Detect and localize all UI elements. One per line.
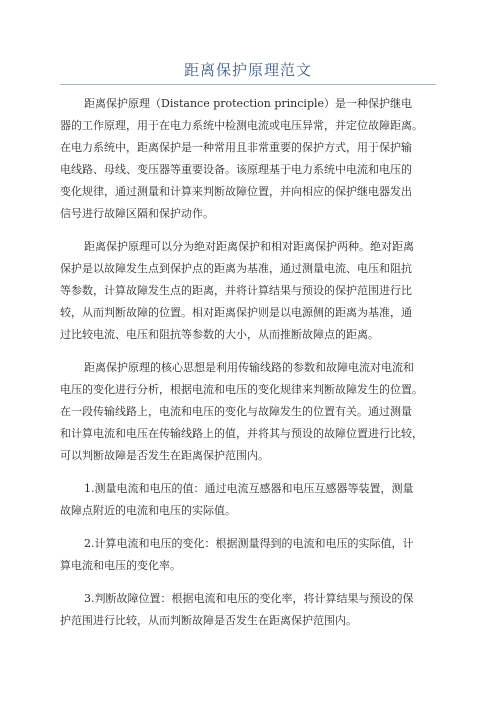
paragraph-line: 可以判断故障是否发生在距离保护范围内。 xyxy=(60,449,269,462)
paragraph-line: 在电力系统中，距离保护是一种常用且非常重要的保护方式，用于保护输 xyxy=(60,141,412,154)
paragraph-line: 护范围进行比较，从而判断故障是否发生在距离保护范围内。 xyxy=(60,614,357,627)
paragraph-line: 器的工作原理，用于在电力系统中检测电流或电压异常，并定位故障距离。 xyxy=(60,119,423,132)
paragraph-line: 距离保护原理的核心思想是利用传输线路的参数和故障电流对电流和 xyxy=(84,361,414,374)
title-divider xyxy=(60,84,436,85)
paragraph-line: 算电流和电压的变化率。 xyxy=(60,559,181,572)
paragraph-line: 较，从而判断故障的位置。相对距离保护则是以电源侧的距离为基准，通 xyxy=(60,306,412,319)
paragraph-line: 过比较电流、电压和阻抗等参数的大小，从而推断故障点的距离。 xyxy=(60,328,379,341)
paragraph-line: 和计算电流和电压在传输线路上的值，并将其与预设的故障位置进行比较， xyxy=(60,427,423,440)
paragraph-line: 电压的变化进行分析，根据电流和电压的变化规律来判断故障发生的位置。 xyxy=(60,383,423,396)
paragraph-line: 3.判断故障位置：根据电流和电压的变化率，将计算结果与预设的保 xyxy=(84,592,414,605)
paragraph-line: 故障点附近的电流和电压的实际值。 xyxy=(60,504,236,517)
paragraph-line: 信号进行故障区隔和保护动作。 xyxy=(60,207,214,220)
paragraph-line: 变化规律，通过测量和计算来判断故障位置，并向相应的保护继电器发出 xyxy=(60,185,412,198)
paragraph-line: 在一段传输线路上，电流和电压的变化与故障发生的位置有关。通过测量 xyxy=(60,405,412,418)
paragraph-line: 电线路、母线、变压器等重要设备。该原理基于电力系统中电流和电压的 xyxy=(60,163,412,176)
paragraph-line: 距离保护原理可以分为绝对距离保护和相对距离保护两种。绝对距离 xyxy=(84,240,414,253)
page-title: 距离保护原理范文 xyxy=(183,61,312,79)
paragraph-line: 2.计算电流和电压的变化：根据测量得到的电流和电压的实际值，计 xyxy=(84,537,414,550)
paragraph-line: 距离保护原理（Distance protection principle）是一种保护继电 xyxy=(84,97,413,110)
paragraph-line: 等参数，计算故障发生点的距离，并将计算结果与预设的保护范围进行比 xyxy=(60,284,412,297)
paragraph-line: 保护是以故障发生点到保护点的距离为基准，通过测量电流、电压和阻抗 xyxy=(60,262,412,275)
paragraph-line: 1.测量电流和电压的值：通过电流互感器和电压互感器等装置，测量 xyxy=(84,482,414,495)
